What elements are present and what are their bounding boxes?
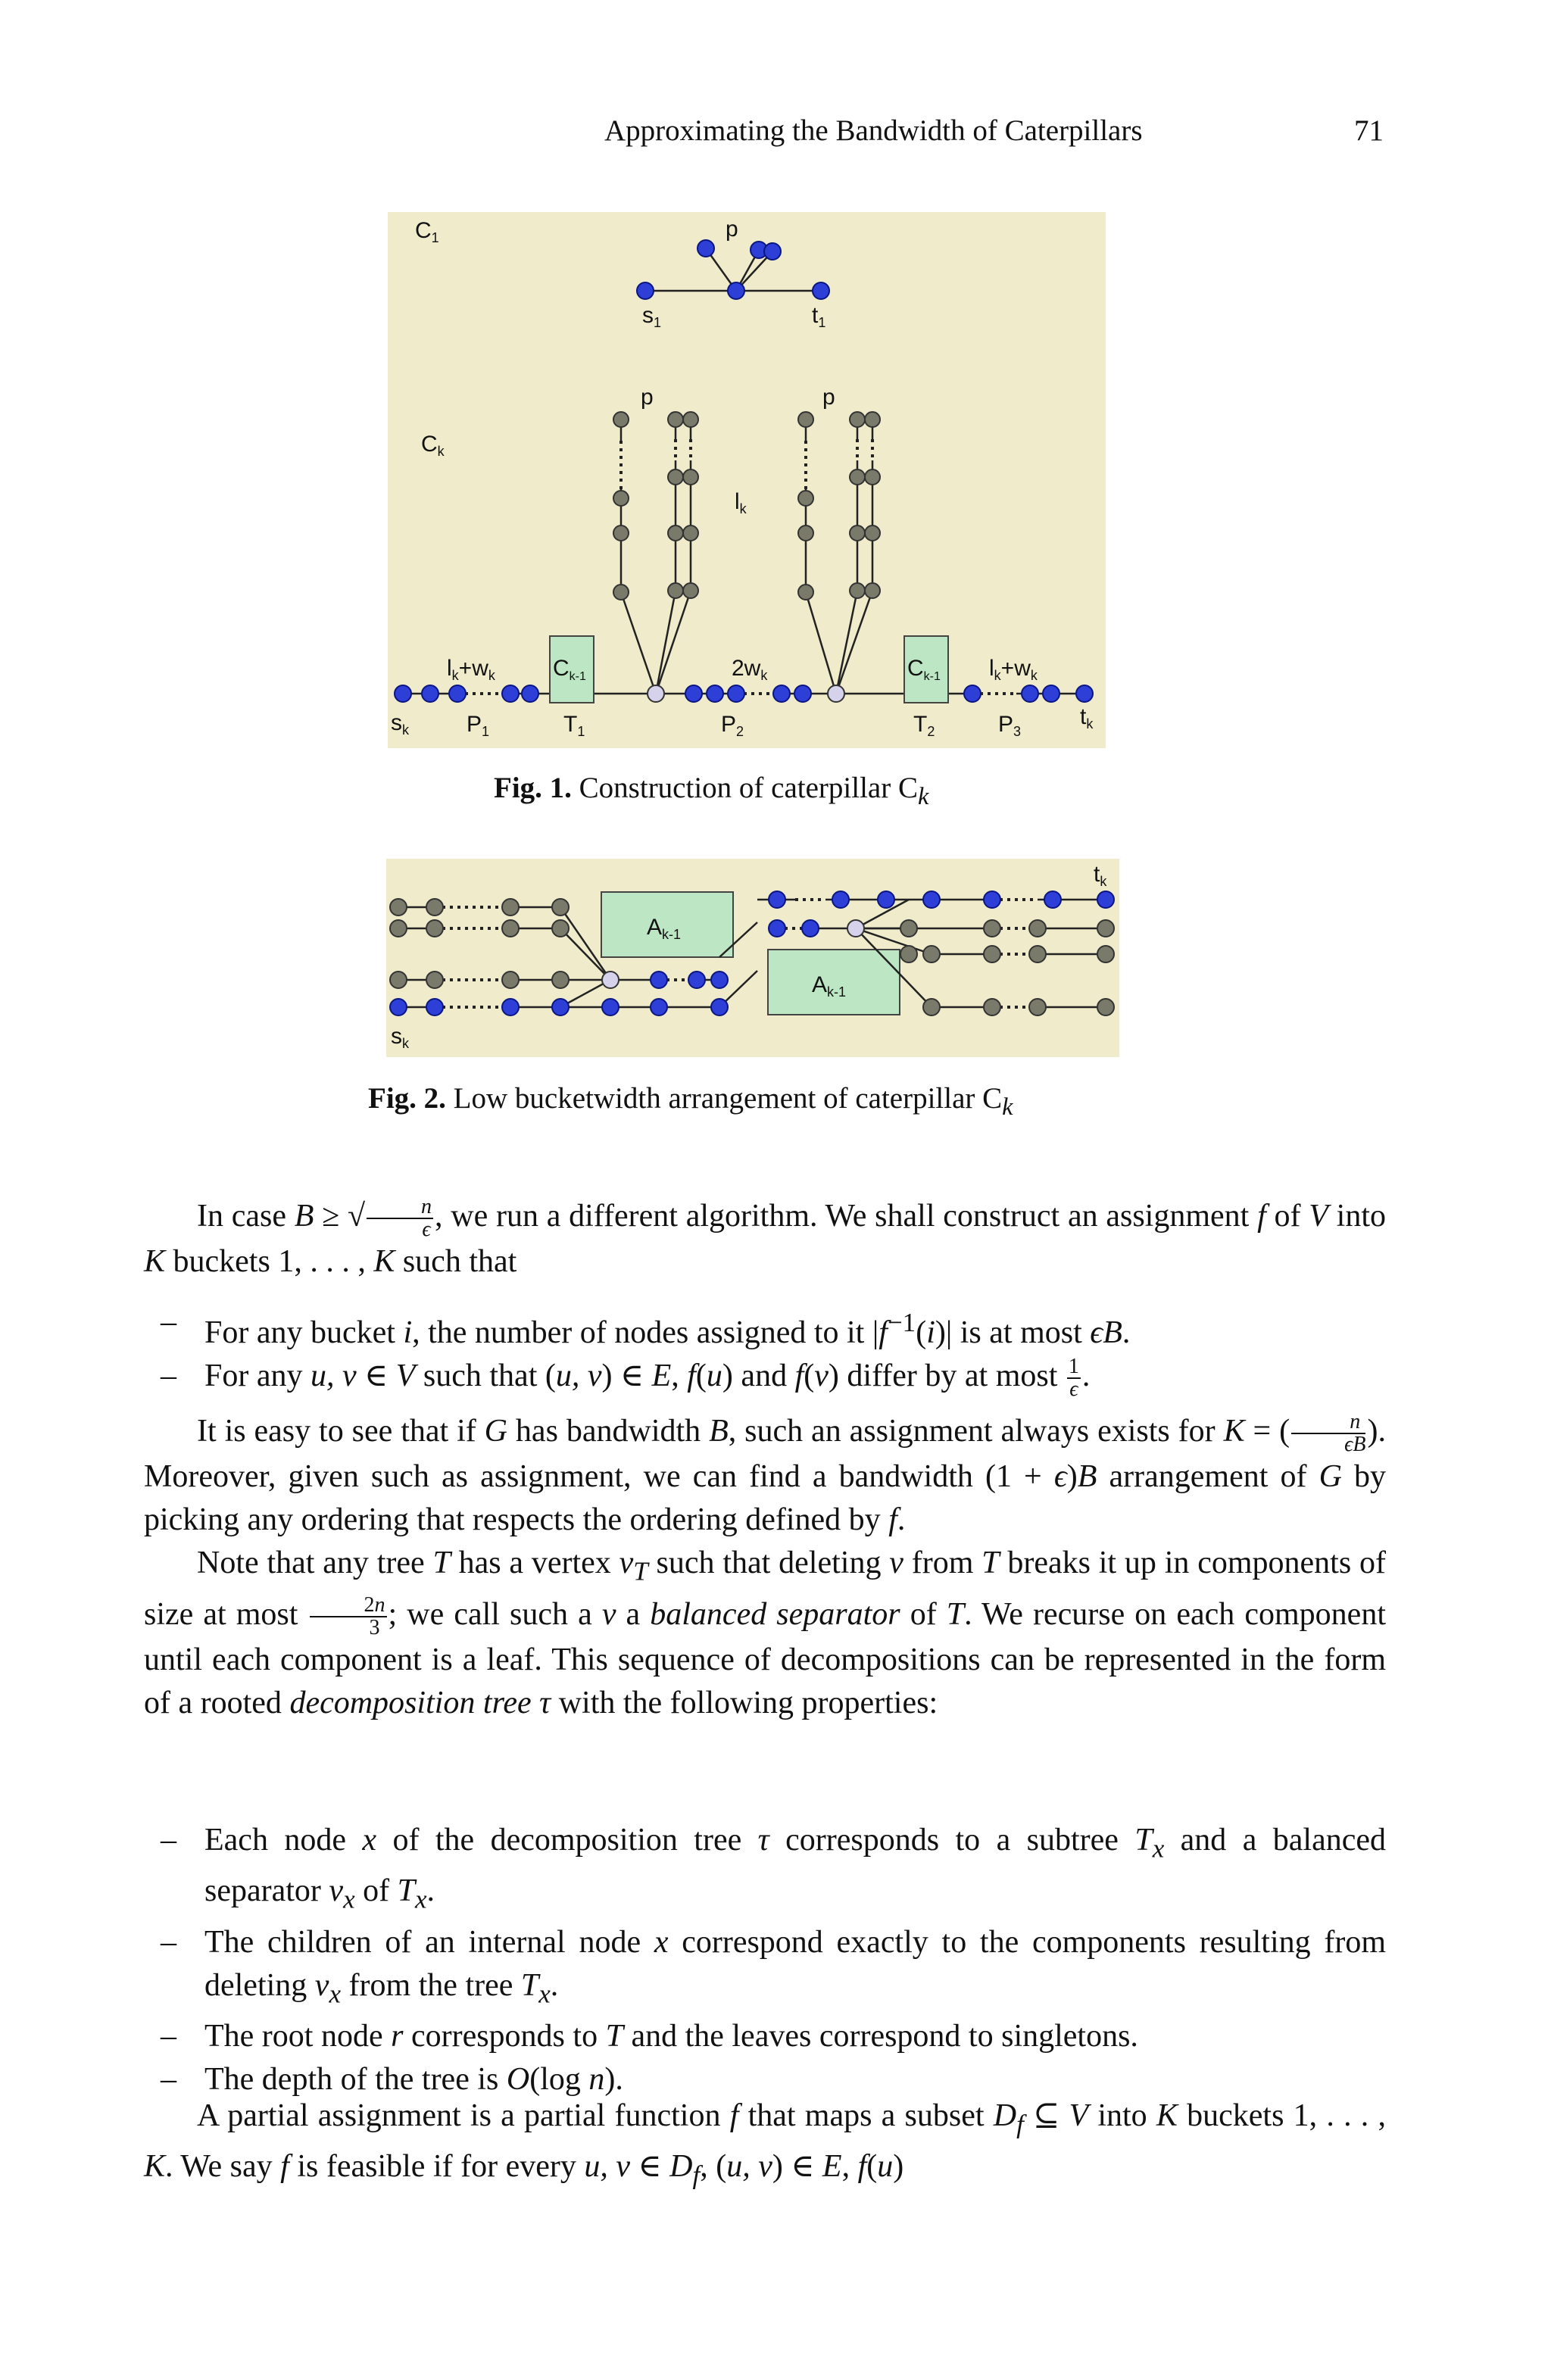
- assignment-conditions-list: [161, 1301, 1386, 1400]
- figure-1-caption: [494, 771, 928, 811]
- figure-1-caterpillar-construction: [388, 212, 1106, 748]
- running-header-title: Approximating the Bandwidth of Caterpillars: [604, 114, 1143, 147]
- fig2-label-a-right: $A_{k-1}$: [812, 972, 847, 1000]
- a-box-left: [601, 892, 733, 957]
- label-c1: $C_1$: [415, 218, 439, 245]
- label-lk: $l_k$: [735, 489, 747, 516]
- label-p-top: p: [726, 217, 738, 242]
- fig2-label-tk: $t_k$: [1094, 862, 1107, 889]
- figure-2-background: [386, 859, 1119, 1057]
- figure-2-caption: [368, 1081, 1013, 1121]
- label-T2: $T_2$: [913, 712, 935, 739]
- label-sk: $s_k$: [391, 710, 409, 738]
- figure-1-caption-text: Construction of caterpillar C: [579, 772, 918, 804]
- list-item: – For any u, v ∈ V such that (u, v) ∈ E, f(u) and f(v) differ by at most $\frac{1}{\epsilon}$ .: [161, 1355, 1091, 1402]
- label-lk-plus-wk-left: $l_k+w_k$: [447, 656, 495, 683]
- label-p1: $P_1$: [467, 712, 490, 739]
- page-number: 71: [1354, 114, 1384, 147]
- figure-2-caption-label: Fig. 2.: [368, 1082, 446, 1115]
- paragraph-4: A partial assignment is a partial function f that maps a subset $D_f$ ⊆ V into K buckets 1, . . . , K. We say f is feasible if for every u, v ∈ $D_f$, (u, v) ∈ E, f(u): [144, 2098, 1387, 2190]
- decomposition-properties-list: [161, 1819, 1386, 2101]
- label-p2: $P_2$: [721, 712, 744, 739]
- label-lk-plus-wk-right: $l_k+w_k$: [989, 656, 1038, 683]
- label-s1: $s_1$: [642, 303, 662, 330]
- label-ck: $C_k$: [421, 432, 445, 459]
- a-box-right: [768, 950, 900, 1015]
- list-item: – For any bucket i, the number of nodes assigned to it $|f^{-1}(i)|$ is at most ϵB.: [161, 1305, 1131, 1350]
- figure-2-caption-sub: k: [1002, 1093, 1013, 1121]
- label-ck-minus-1-left: $C_{k-1}$: [553, 656, 586, 683]
- figure-2-bucketwidth-arrangement: [386, 859, 1119, 1057]
- label-p3: $P_3$: [998, 712, 1022, 739]
- label-p-right: p: [822, 385, 835, 410]
- label-p-left: p: [641, 385, 654, 410]
- paragraph-2-3: It is easy to see that if G has bandwidth B, such an assignment always exists for K = ( $\frac{n}{\epsilon B}$ ). Moreover, given such as assignment, we can find a bandwidth (1 + ϵ)B arrangement of G by picking any ordering that respects the ordering defined by f. Note that any tree T has a vertex $v_T$ such that deleting v from T breaks it up in components of size at most $\frac{2n}{3}$ ; we call such a v a balanced separator of T. We recurse on each component until each component is a leaf. This sequence of decompositions can be represented in the form of a rooted decomposition tree τ with the following properties:: [144, 1410, 1387, 1721]
- fig2-label-a-left: $A_{k-1}$: [647, 915, 682, 942]
- figure-1-caption-sub: k: [917, 782, 929, 810]
- list-item: – The children of an internal node x correspond exactly to the components resulting from deleting $v_x$ from the tree $T_x$.: [161, 1924, 1387, 2009]
- list-item: – The root node r corresponds to T and the leaves correspond to singletons.: [161, 2019, 1138, 2054]
- label-T1: $T_1$: [563, 712, 585, 739]
- label-t1: $t_1$: [812, 303, 826, 330]
- label-2wk: $2w_k$: [732, 656, 768, 683]
- label-tk: $t_k$: [1080, 704, 1094, 731]
- list-item: – Each node x of the decomposition tree τ corresponds to a subtree $T_x$ and a balanced separator $v_x$ of $T_x$.: [161, 1823, 1386, 1914]
- list-item: – The depth of the tree is O(log n).: [161, 2062, 623, 2098]
- paragraph-1: In case B ≥ √ $\frac{n}{\epsilon}$ , we run a different algorithm. We shall construct an assignment f of V into K buckets 1, . . . , K such that: [144, 1195, 1386, 1280]
- label-ck-minus-1-right: $C_{k-1}$: [907, 656, 941, 683]
- figure-1-caption-label: Fig. 1.: [494, 772, 572, 804]
- fig2-label-sk: $s_k$: [391, 1024, 409, 1051]
- figure-2-caption-text: Low bucketwidth arrangement of caterpillar C: [453, 1082, 1003, 1115]
